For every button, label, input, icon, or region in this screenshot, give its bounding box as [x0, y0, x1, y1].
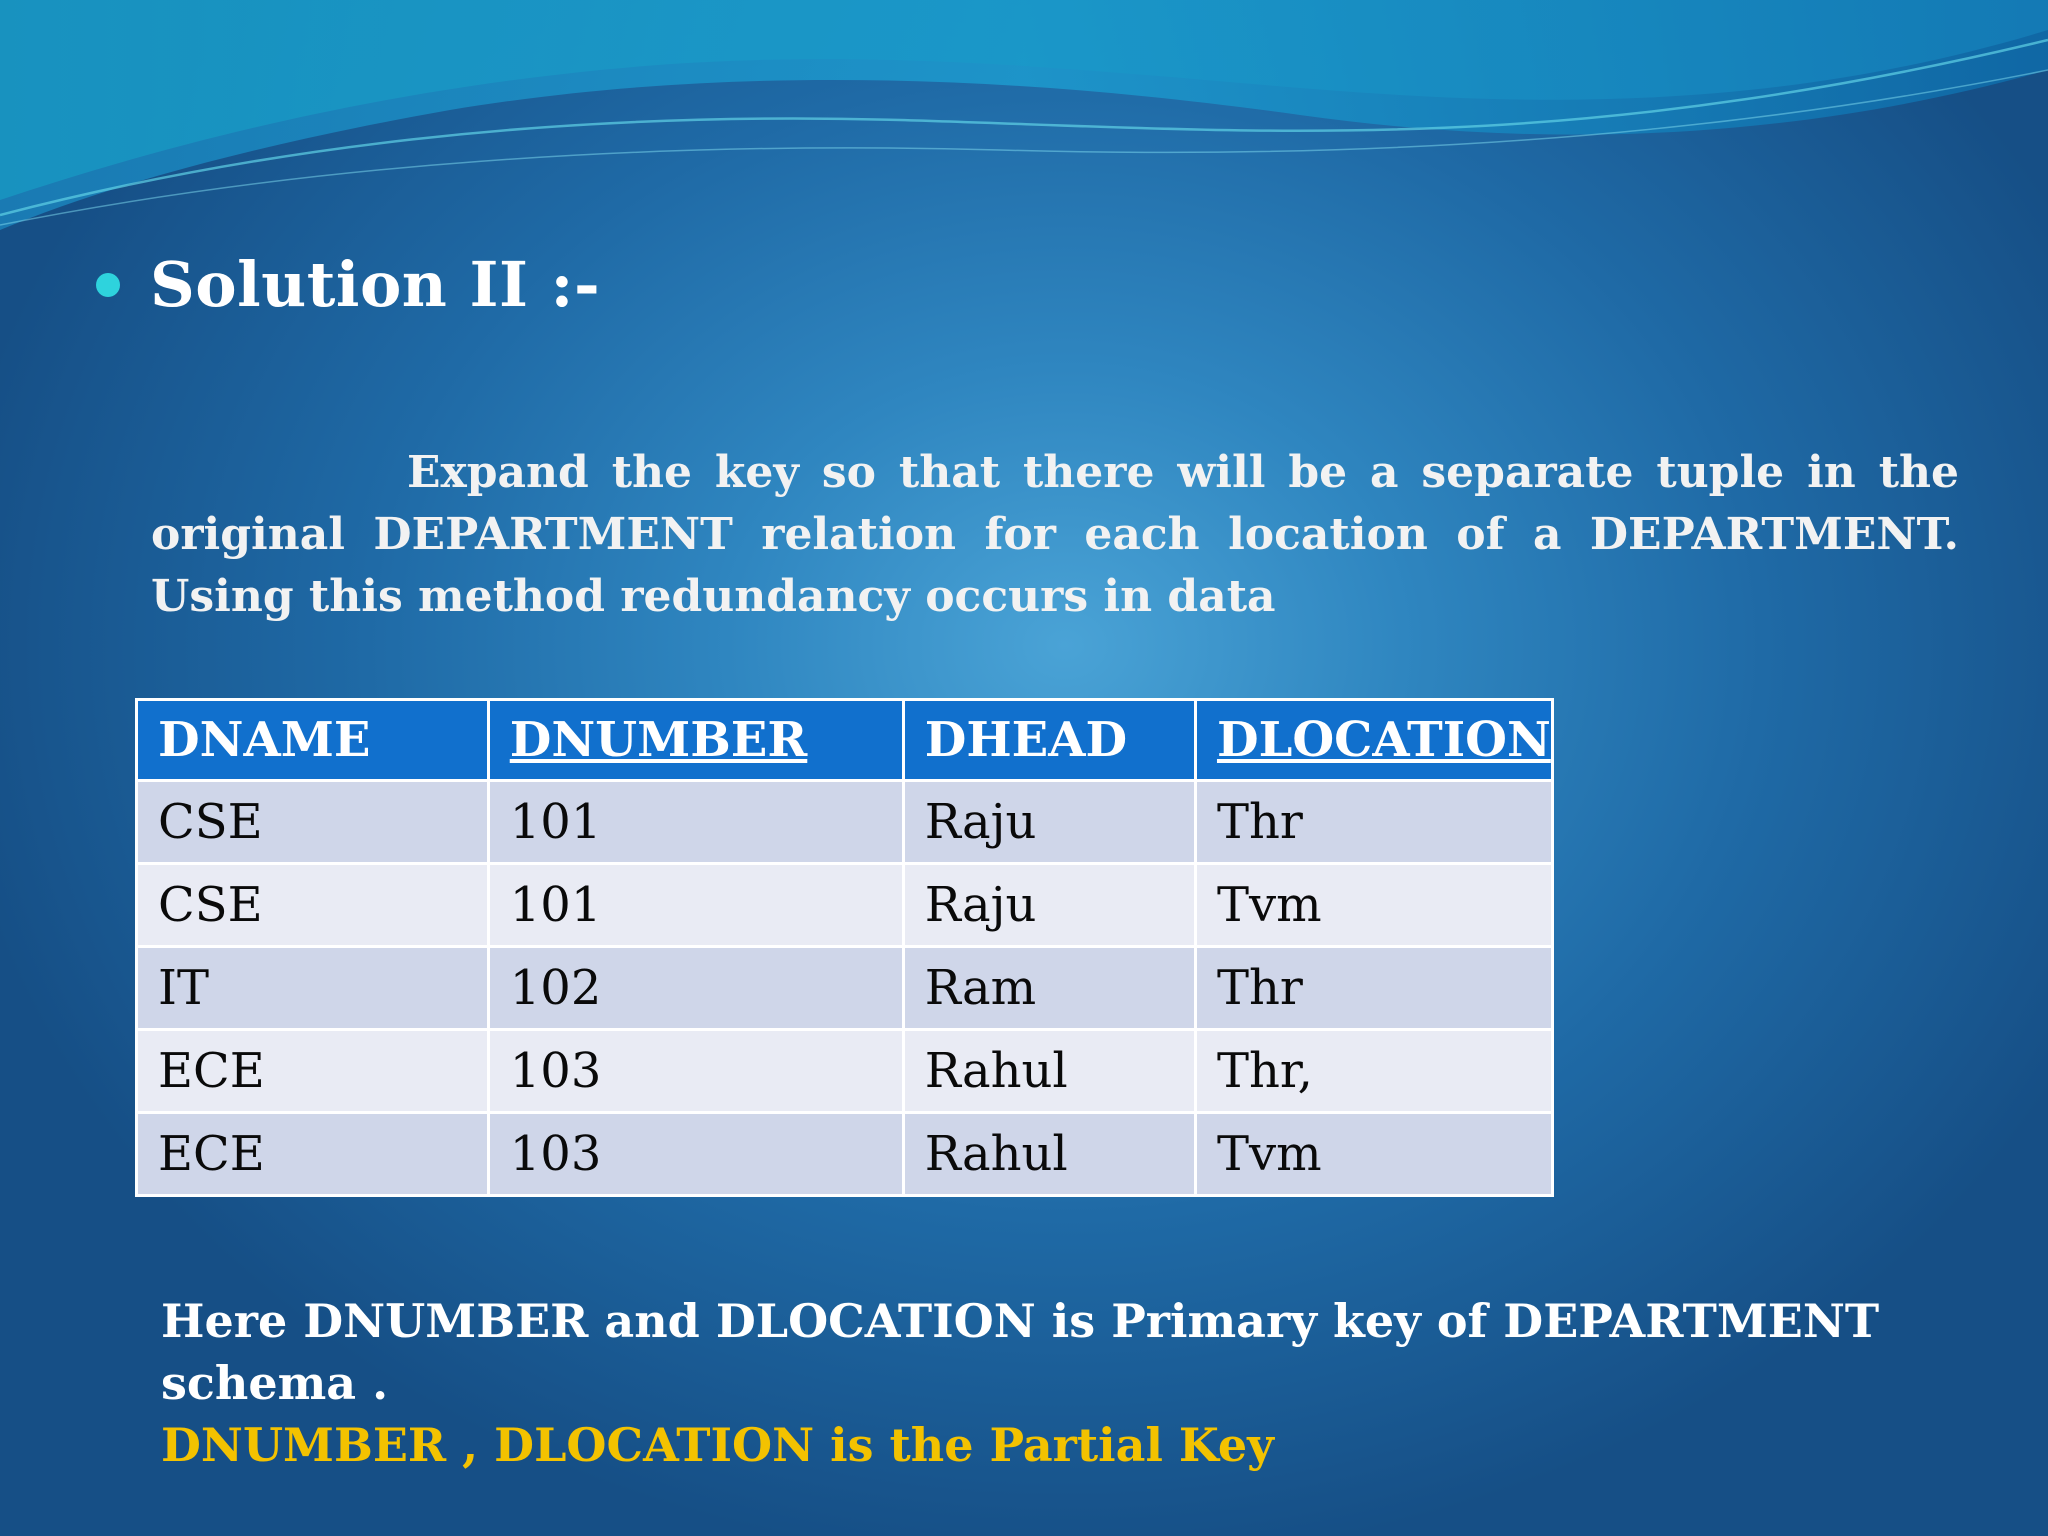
department-table: [135, 698, 1554, 1197]
cell-dhead: Raju: [903, 864, 1195, 947]
cell-dname: ECE: [137, 1113, 489, 1196]
heading-row: [96, 248, 600, 321]
cell-dnumber: 103: [488, 1030, 903, 1113]
primary-key-note: Here DNUMBER and DLOCATION is Primary key of DEPARTMENT schema .: [161, 1294, 1880, 1410]
table-row: [137, 864, 1553, 947]
column-header-dlocation: DLOCATION: [1195, 700, 1552, 781]
cell-dhead: Rahul: [903, 1030, 1195, 1113]
cell-dname: ECE: [137, 1030, 489, 1113]
column-header-dhead: DHEAD: [903, 700, 1195, 781]
cell-dname: CSE: [137, 781, 489, 864]
bullet-icon: [96, 273, 120, 297]
decorative-waves: [0, 0, 2048, 240]
table-row: [137, 1030, 1553, 1113]
explanation-paragraph: Expand the key so that there will be a separate tuple in the original DEPARTMENT relation for each location of a DEPARTMENT. Using this method redundancy occurs in data: [151, 447, 1959, 622]
table-row: [137, 781, 1553, 864]
cell-dhead: Raju: [903, 781, 1195, 864]
cell-dlocation: Thr: [1195, 947, 1552, 1030]
cell-dname: CSE: [137, 864, 489, 947]
cell-dhead: Ram: [903, 947, 1195, 1030]
cell-dnumber: 102: [488, 947, 903, 1030]
column-header-dname: DNAME: [137, 700, 489, 781]
table-row: [137, 947, 1553, 1030]
table-row: [137, 1113, 1553, 1196]
cell-dlocation: Tvm: [1195, 1113, 1552, 1196]
cell-dnumber: 101: [488, 781, 903, 864]
cell-dnumber: 101: [488, 864, 903, 947]
cell-dlocation: Thr: [1195, 781, 1552, 864]
key-note: [161, 1290, 2048, 1476]
table-header-row: [137, 700, 1553, 781]
cell-dlocation: Tvm: [1195, 864, 1552, 947]
partial-key-note: DNUMBER , DLOCATION is the Partial Key: [161, 1418, 1274, 1472]
cell-dhead: Rahul: [903, 1113, 1195, 1196]
cell-dnumber: 103: [488, 1113, 903, 1196]
cell-dlocation: Thr,: [1195, 1030, 1552, 1113]
column-header-dnumber: DNUMBER: [488, 700, 903, 781]
cell-dname: IT: [137, 947, 489, 1030]
slide-heading: Solution II :-: [150, 248, 601, 321]
